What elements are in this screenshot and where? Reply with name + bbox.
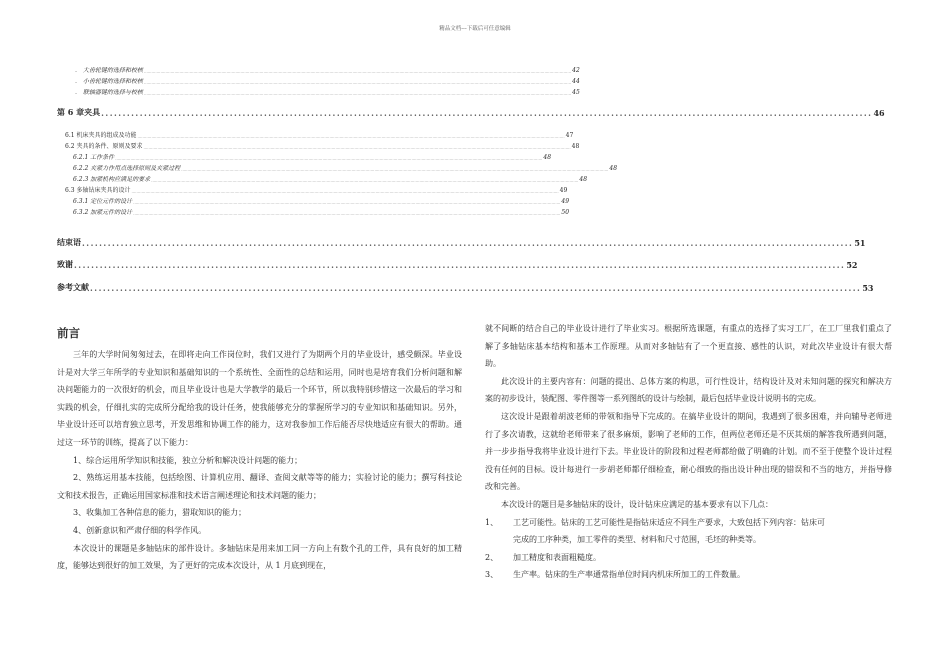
toc-entry[interactable] [57,194,570,205]
toc-leader: ................................................................................................................................................................................................................................................................................................................................................ [151,178,579,183]
toc-entry[interactable] [57,63,580,74]
paragraph: 4、创新意识和严肃仔细的科学作风。 [73,525,207,535]
paragraph: 就不间断的结合自己的毕业设计进行了毕业实习。根据所选课题，有重点的选择了实习工厂，在工厂里我们重点了解了多轴钻床基本结构和基本工作原理。从而对多轴钻有了一个更直接、感性的认识，对此次毕业设计有很大帮助。 [485,324,892,369]
item-text: 工艺可能性。钻床的工艺可能性是指钻床适应不同生产要求，大致包括下列内容：钻床可 [513,517,825,527]
toc-entry-title: ． 联轴器键的选择与校核 [75,89,143,96]
toc-leader: ................................................................................................................................................................................................................................................................................................................................................ [143,69,572,74]
toc-entry-title: ． 大齿轮键的选择和校核 [75,67,143,74]
toc-entry-page: 47 [565,132,574,139]
page-header: 精品文档---下载后可任意编辑 [439,26,511,32]
item-number: 3、 [485,570,499,580]
toc-entry-page: 48 [579,176,588,183]
toc-entry-page: 49 [561,198,570,205]
toc-entry[interactable] [57,128,574,139]
paragraph: 本次设计的题目是多轴钻床的设计，设计钻床应满足的基本要求有以下几点： [501,499,773,509]
paragraph: 这次设计是跟着胡波老师的带领和指导下完成的。在搞毕业设计的期间，我遇到了很多困难，并向辅导老师进行了多次请教，这就给老师带来了很多麻烦，影响了老师的工作，但两位老师还是不厌其烦的解答我所遇到问题，并一步步指导我将毕业设计进行下去。毕业设计的阶段和过程老师都给做了明确的计划。而不至于使整个设计过程没有任何的目标。设计每进行一步胡老师都仔细检查，耐心细致的指出设计种出现的错误和不当的地方，并指导修改和完善。 [485,411,892,492]
paragraph: 1、综合运用所学知识和技能，独立分析和解决设计问题的能力； [73,455,303,465]
numbered-item [485,566,892,584]
toc-entry-page: 53 [862,283,874,293]
paragraph: 3、收集加工各种信息的能力，猎取知识的能力； [73,508,247,518]
toc-leader: .................................................................................................................................................................................... [82,238,854,248]
toc-entry-page: 44 [572,78,580,85]
toc-chapter-entry[interactable] [57,256,858,270]
numbered-item [485,549,892,567]
toc-leader: ................................................................................................................................................................................................................................................................................................................................................ [133,200,561,205]
toc-chapter-entry[interactable] [57,234,866,248]
toc-entry-title: 6.3.2 加紧元件的设计 [73,209,133,216]
toc-entry[interactable] [57,161,618,172]
toc-leader: .................................................................................................................................................................................... [90,283,862,293]
toc-leader: ................................................................................................................................................................................................................................................................................................................................................ [131,189,559,194]
toc-entry[interactable] [57,139,580,150]
paragraph: 三年的大学时间匆匆过去，在即将走向工作岗位时，我们又进行了为期两个月的毕业设计，感受颇深。毕业设计是对大学三年所学的专业知识和基础知识的一个系统性、全面性的总结和运用，同时也是培育我们分析问题和解决问题能力的一次很好的机会，而且毕业设计也是大学教学的最后一个环节，所以我特别珍惜这一次最后的学习和实践的机会，仔细扎实的完成所分配给我的设计任务，使我能够充分的掌握所学习的专业知识和基础知识。另外，毕业设计还可以培育独立思考，开发思维和协调工作的能力，这对我参加工作后能否尽快地适应有很大的帮助。通过这一环节的训练，提高了以下能力： [57,350,462,447]
paragraph: 2、熟练运用基本技能，包括绘图、计算机应用、翻译、查阅文献等等的能力；实验讨论的能力；撰写科技论文和技术报告，正确运用国家标准和技术语言阐述理论和技术问题的能力； [57,473,462,500]
toc-entry-title: 6.2 夹具的条件、原则及要求 [65,143,143,150]
toc-entry-page: 52 [846,260,858,270]
toc-entry-page: 48 [543,154,552,161]
toc-leader: .................................................................................................................................................................................... [74,260,846,270]
toc-entry-page: 48 [609,165,618,172]
toc-entry-title: ． 小齿轮键的选择和校核 [75,78,143,85]
toc-entry-title: 参考文献 [57,282,89,292]
preface-right-column [485,320,892,584]
toc-chapter-6-items [57,128,618,216]
toc-entry-title: 6.3 多轴钻床夹具的设计 [65,187,131,194]
toc-entry-page: 46 [873,108,885,118]
toc-thanks [57,256,858,270]
toc-leader: ................................................................................................................................................................................................................................................................................................................................................ [181,167,609,172]
toc-entry-page: 42 [572,67,580,74]
toc-entry[interactable] [57,150,552,161]
toc-entry[interactable] [57,85,580,96]
toc-leader: ................................................................................................................................................................................................................................................................................................................................................ [143,91,572,96]
toc-leader: ................................................................................................................................................................................................................................................................................................................................................ [133,211,561,216]
item-number: 2、 [485,552,499,562]
toc-entry[interactable] [57,172,588,183]
toc-references [57,279,874,293]
numbered-item [485,514,892,532]
toc-section-5 [57,63,580,96]
toc-leader: .................................................................................................................................................................................... [101,108,873,118]
preface-title: 前言 [57,326,80,340]
toc-entry-title: 6.2.1 工作条件 [73,154,115,161]
item-number: 1、 [485,517,499,527]
toc-entry-page: 49 [559,187,568,194]
item-continuation: 完成的工序种类，加工零件的类型、材料和尺寸范围，毛坯的种类等。 [513,535,761,545]
toc-entry-title: 6.2.3 加紧机构应满足的要求 [73,176,151,183]
toc-entry-page: 48 [571,143,580,150]
toc-entry-title: 结束语 [57,237,81,247]
preface-left-column [57,325,462,575]
item-text: 加工精度和表面粗糙度。 [513,552,601,562]
toc-entry[interactable] [57,183,568,194]
toc-leader: ................................................................................................................................................................................................................................................................................................................................................ [143,145,571,150]
paragraph: 本次设计的课题是多轴钻床的部件设计。多轴钻床是用来加工同一方向上有数个孔的工件，具有良好的加工精度，能够达到很好的加工效果，为了更好的完成本次设计，从 1 月底到现在， [57,543,462,571]
toc-conclusion [57,234,866,248]
toc-leader: ................................................................................................................................................................................................................................................................................................................................................ [115,156,543,161]
toc-entry-title: 6.3.1 定位元件的设计 [73,198,133,205]
toc-leader: ................................................................................................................................................................................................................................................................................................................................................ [137,134,565,139]
item-text: 生产率。钻床的生产率通常指单位时间内机床所加工的工件数量。 [513,570,745,580]
toc-leader: ................................................................................................................................................................................................................................................................................................................................................ [143,80,572,85]
toc-entry-page: 50 [561,209,570,216]
toc-entry-title: 致谢 [57,259,73,269]
toc-entry[interactable] [57,205,570,216]
toc-entry-page: 51 [854,238,866,248]
toc-entry-page: 45 [572,89,580,96]
toc-entry-title: 6.1 机床夹具的组成及功能 [65,132,137,139]
toc-entry-title: 第 6 章夹具 [57,107,101,117]
toc-chapter-entry[interactable] [57,279,874,293]
paragraph: 此次设计的主要内容有：问题的提出、总体方案的构思，可行性设计，结构设计及对未知问题的探究和解决方案的初步设计，装配图、零件图等一系列图纸的设计与绘制，最后包括毕业设计说明书的完成。 [485,376,892,404]
toc-entry-title: 6.2.2 夹紧力作用点选择原则及夹紧过程 [73,165,181,172]
toc-chapter-6 [57,104,885,118]
toc-chapter-entry[interactable] [57,104,885,118]
toc-entry[interactable] [57,74,580,85]
